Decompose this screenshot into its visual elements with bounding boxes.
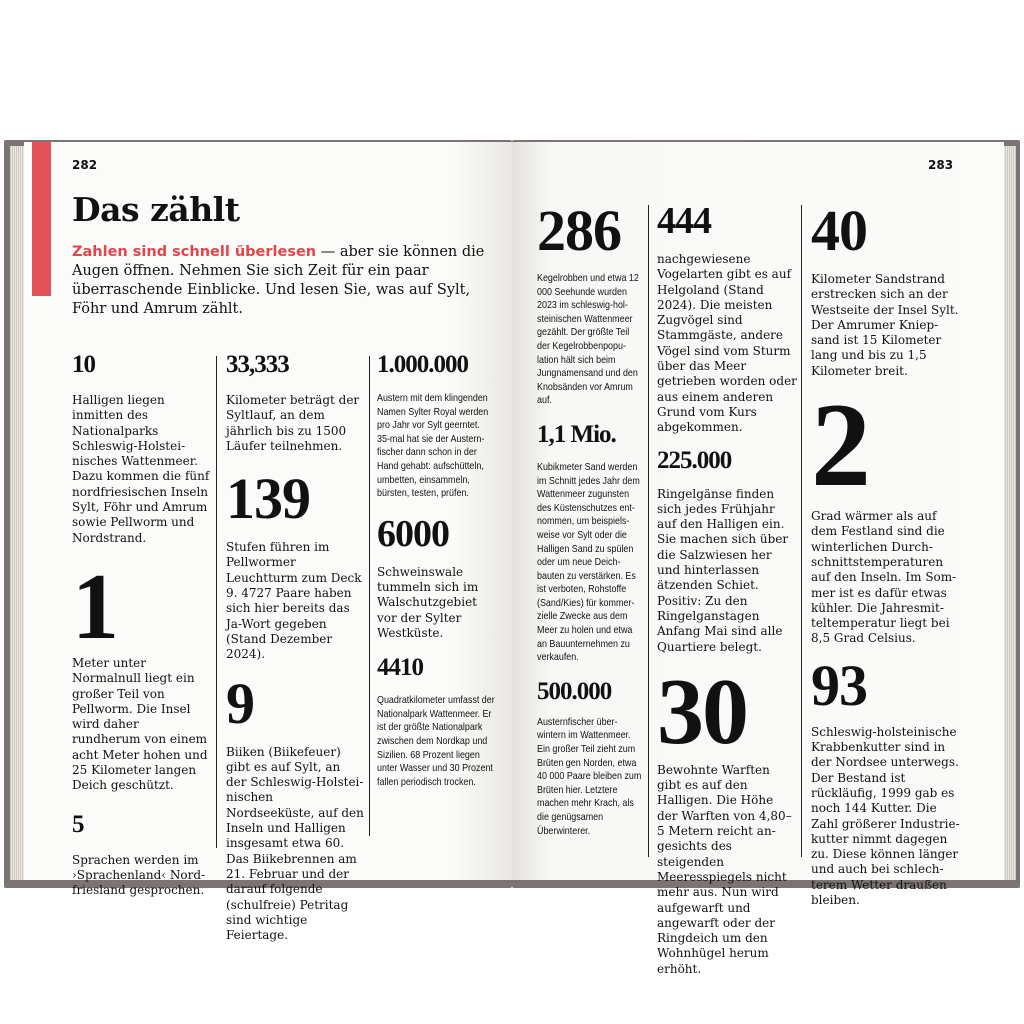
- fact-text: Schleswig-holsteinische Krabbenkutter sind in der Nordsee unterwegs. Der Bestand ist rückläufig, 1999 gab es noch 144 Kutter. Die Zahl größerer Industriekutter nimmt dagegen zu. Diese können länger und auch bei schlechterem Wetter draußen bleiben.: [811, 724, 960, 908]
- fact-column-2: [226, 352, 364, 943]
- fact-text: Meter unter Normalnull liegt ein großer Teil von Pellworm. Die Insel wird daher rundherum von einem acht Meter hohen und 25 Kilometer langen Deich geschützt.: [72, 655, 208, 793]
- column-divider: [801, 205, 802, 857]
- fact-column-4: [537, 198, 643, 838]
- fact-text: Kegelrobben und etwa 12 000 Seehunde wurden 2023 im schleswig-holsteinischen Wattenmeer gezählt. Der größte Teil der Kegelrobbenpopulation hält sich beim Jungnamensand und den Knobsänden vor Amrum auf.: [537, 273, 639, 407]
- fact-text: Schweinswale tummeln sich im Walschutzgebiet vor der Sylter Westküste.: [377, 564, 479, 640]
- fact-column-3: [377, 352, 495, 789]
- page-number-left: 282: [72, 158, 98, 172]
- fact-text: Kilometer Sandstrand erstrecken sich an der Westseite der Insel Sylt. Der Amrumer Kniepsand ist 15 Kilometer lang und bis zu 1,5 Kilometer breit.: [811, 272, 959, 378]
- fact-text: Austern mit dem klingenden Namen Sylter Royal werden pro Jahr vor Sylt geerntet. 35-mal hat sie der Austernfischer dann schon in der Hand gehabt: aufschütteln, umbetten, einsammeln, bürsten, testen, prüfen.: [377, 393, 489, 500]
- fact-text: Bewohnte Warften gibt es auf den Halligen. Die Höhe der Warften von 4,80–5 Metern reicht angesichts des steigenden Meeresspiegels nicht mehr aus. Nun wird aufgewarft und angewarft oder der Ringdeich um den Wohnhügel herum erhöht.: [657, 762, 792, 976]
- fact-number: 4410: [377, 654, 423, 682]
- page-number-right: 283: [928, 158, 954, 172]
- page-edges-left: [10, 146, 24, 880]
- column-divider: [648, 205, 649, 857]
- page-title: Das zählt: [72, 190, 240, 229]
- fact-number: 9: [226, 670, 254, 736]
- fact-number: 139: [226, 466, 310, 532]
- page-edges-right: [1004, 146, 1016, 880]
- lead-text: — aber sie können die Augen öffnen. Nehmen Sie sich Zeit für ein paar überraschende Einblicke. Und lesen Sie, was auf Sylt, Föhr und Amrum zählt.: [72, 244, 485, 317]
- fact-number: 225.000: [657, 446, 732, 474]
- fact-text: Biiken (Biikefeuer) gibt es auf Sylt, an der Schleswig-Holsteinischen Nordseeküste, auf den Inseln und Halligen insgesamt etwa 60. Das Biikebrennen am 21. Februar und der darauf folgende (schulfreie) Petritag sind wichtige Feiertage.: [226, 744, 364, 943]
- fact-number: 2: [811, 378, 868, 512]
- fact-column-5: [657, 202, 797, 977]
- fact-text: Sprachen werden im ›Sprachenland‹ Nordfriesland gesprochen.: [72, 852, 206, 898]
- fact-number: 93: [811, 652, 867, 718]
- lead-highlight: Zahlen sind schnell überlesen: [72, 244, 317, 260]
- fact-text: Ringelgänse finden sich jedes Frühjahr auf den Halligen ein. Sie machen sich über die Salzwiesen her und hinterlassen ätzenden Schiet. Positiv: Zu den Ringelganstagen Anfang Mai sind alle Quartiere belegt.: [657, 486, 789, 654]
- fact-number: 40: [811, 198, 867, 263]
- fact-column-6: [811, 198, 961, 908]
- fact-text: Grad wärmer als auf dem Festland sind die winterlichen Durchschnittstemperaturen auf den Inseln. Im Sommer ist es dafür etwas kühler. Die Jahresmitteltemperatur liegt bei 8,5 Grad Celsius.: [811, 509, 957, 646]
- fact-number: 5: [72, 810, 84, 838]
- fact-number: 1: [72, 554, 117, 659]
- fact-text: Kilometer beträgt der Syltlauf, an dem jährlich bis zu 1500 Läufer teilnehmen.: [226, 393, 360, 453]
- lead-paragraph: [72, 243, 497, 319]
- fact-text: Halligen liegen inmitten des Nationalparks Schleswig-Holsteinisches Wattenmeer. Dazu kommen die fünf nordfriesischen Inseln Sylt, Föhr und Amrum sowie Pellworm und Nordstrand.: [72, 393, 210, 545]
- fact-text: Quadratkilometer umfasst der Nationalpark Wattenmeer. Er ist der größte Nationalpark zwischen dem Nordkap und Sizilien. 68 Prozent liegen unter Wasser und 30 Prozent fallen periodisch trocken.: [377, 695, 495, 788]
- fact-text: Kubikmeter Sand werden im Schnitt jedes Jahr dem Wattenmeer zugunsten des Küstenschutzes entnommen, um beispielsweise vor Sylt oder die Halligen Sand zu spülen oder um neue Deichbauten zu verstärken. Es ist verboten, Rohstoffe (Sand/Kies) für kommerzielle Zwecke aus dem Meer zu holen und etwa an Bauunternehmen zu verkaufen.: [537, 461, 640, 664]
- fact-number: 444: [657, 200, 711, 242]
- fact-number: 33,333: [226, 351, 289, 378]
- fact-number: 10: [72, 351, 95, 378]
- fact-column-1: [72, 352, 210, 899]
- fact-text: nachgewiesene Vogelarten gibt es auf Helgoland (Stand 2024). Die meisten Zugvögel sind Stammgäste, andere Vögel sind vom Sturm über das Meer getrieben worden oder aus einem anderen Grund vom Kurs abgekommen.: [657, 252, 797, 435]
- fact-number: 1,1 Mio.: [537, 420, 616, 448]
- red-accent-bar: [32, 142, 51, 296]
- fact-text: Stufen führen im Pellwormer Leuchtturm zum Deck 9. 4727 Paare haben sich hier bereits das Ja-Wort gegeben (Stand Dezember 2024).: [226, 540, 362, 662]
- column-divider: [216, 356, 217, 848]
- fact-number: 1.000.000: [377, 351, 468, 378]
- fact-number: 6000: [377, 512, 449, 555]
- column-divider: [369, 356, 370, 836]
- fact-number: 286: [537, 198, 621, 263]
- fact-number: 30: [657, 659, 747, 764]
- fact-number: 500.000: [537, 677, 612, 705]
- fact-text: Austernfischer überwintern im Wattenmeer. Ein großer Teil zieht zum Brüten gen Norden, etwa 40 000 Paare bleiben zum Brüten hier. Letztere machen mehr Krach, als die genügsamen Überwinterer.: [537, 716, 642, 837]
